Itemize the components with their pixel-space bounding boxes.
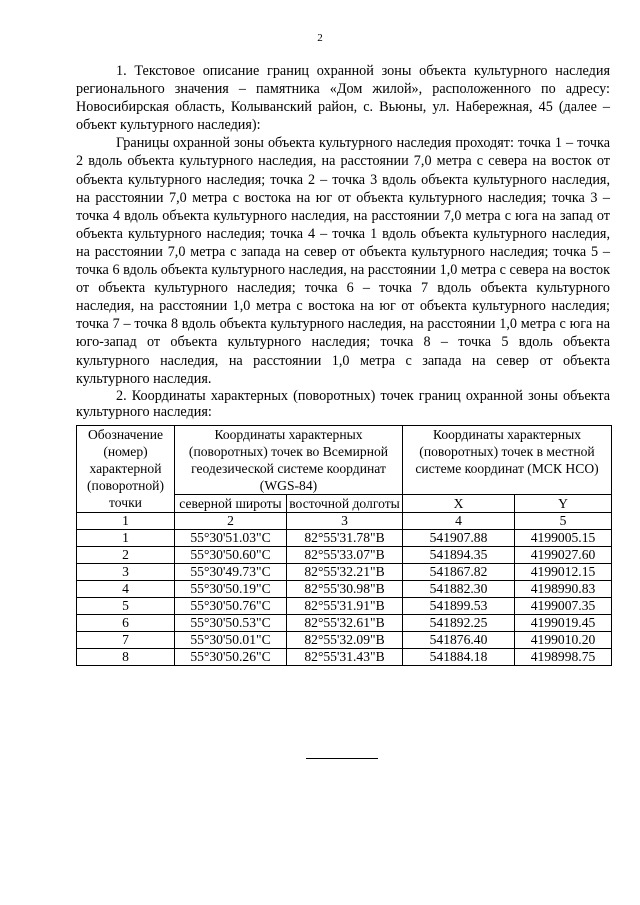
cell-longitude: 82°55'31.91"В bbox=[287, 598, 403, 615]
cell-longitude: 82°55'32.09"В bbox=[287, 632, 403, 649]
header-wgs84: Координаты характерных (поворотных) точек во Всемирной геодезической системе координат (WGS-84) bbox=[175, 426, 403, 495]
cell-x: 541899.53 bbox=[403, 598, 515, 615]
column-number: 2 bbox=[175, 513, 287, 530]
cell-latitude: 55°30'50.01"С bbox=[175, 632, 287, 649]
cell-y: 4199007.35 bbox=[515, 598, 612, 615]
table-row bbox=[77, 564, 612, 581]
cell-x: 541907.88 bbox=[403, 530, 515, 547]
cell-y: 4199005.15 bbox=[515, 530, 612, 547]
cell-point-number: 1 bbox=[77, 530, 175, 547]
paragraph-boundary-description: Границы охранной зоны объекта культурного наследия проходят: точка 1 – точка 2 вдоль объекта культурного наследия, на расстоянии 7,0 метра с севера на восток от объекта культурного наследия; точка 2 – точка 3 вдоль объекта культурного наследия, на расстоянии 7,0 метра с востока на юг от объекта культурного наследия; точка 3 – точка 4 вдоль объекта культурного наследия, на расстоянии 7,0 метра с юга на запад от объекта культурного наследия; точка 4 – точка 1 вдоль объекта культурного наследия, на расстоянии 7,0 метра с запада на север от объекта культурного наследия; точка 5 – точка 6 вдоль объекта культурного наследия, на расстоянии 1,0 метра с севера на восток от объекта культурного наследия; точка 6 – точка 7 вдоль объекта культурного наследия, на расстоянии 1,0 метра с востока на юг от объекта культурного наследия; точка 7 – точка 8 вдоль объекта культурного наследия, на расстоянии 1,0 метра с юга на юго-запад от объекта культурного наследия; точка 8 – точка 5 вдоль объекта культурного наследия, на расстоянии 1,0 метра с запада на север от объекта культурного наследия. bbox=[76, 135, 610, 387]
column-number: 4 bbox=[403, 513, 515, 530]
end-divider-line bbox=[306, 758, 378, 759]
cell-latitude: 55°30'51.03"С bbox=[175, 530, 287, 547]
cell-y: 4198998.75 bbox=[515, 649, 612, 666]
cell-x: 541876.40 bbox=[403, 632, 515, 649]
cell-y: 4198990.83 bbox=[515, 581, 612, 598]
column-number-row bbox=[77, 513, 612, 530]
header-designation: Обозначение (номер) характерной (поворотной) точки bbox=[77, 426, 175, 513]
cell-point-number: 3 bbox=[77, 564, 175, 581]
cell-longitude: 82°55'32.61"В bbox=[287, 615, 403, 632]
cell-latitude: 55°30'50.76"С bbox=[175, 598, 287, 615]
document-body bbox=[76, 62, 610, 420]
page-number: 2 bbox=[317, 32, 323, 44]
cell-longitude: 82°55'31.78"В bbox=[287, 530, 403, 547]
cell-point-number: 4 bbox=[77, 581, 175, 598]
column-number: 5 bbox=[515, 513, 612, 530]
table-row bbox=[77, 615, 612, 632]
cell-longitude: 82°55'33.07"В bbox=[287, 547, 403, 564]
subheader-longitude: восточной долготы bbox=[287, 495, 403, 513]
table-row bbox=[77, 649, 612, 666]
cell-point-number: 7 bbox=[77, 632, 175, 649]
cell-x: 541867.82 bbox=[403, 564, 515, 581]
table-row bbox=[77, 632, 612, 649]
table-row bbox=[77, 547, 612, 564]
cell-latitude: 55°30'50.60"С bbox=[175, 547, 287, 564]
column-number: 3 bbox=[287, 513, 403, 530]
cell-latitude: 55°30'50.53"С bbox=[175, 615, 287, 632]
cell-y: 4199019.45 bbox=[515, 615, 612, 632]
cell-point-number: 8 bbox=[77, 649, 175, 666]
cell-point-number: 6 bbox=[77, 615, 175, 632]
cell-x: 541882.30 bbox=[403, 581, 515, 598]
cell-longitude: 82°55'32.21"В bbox=[287, 564, 403, 581]
table-row bbox=[77, 598, 612, 615]
cell-longitude: 82°55'30.98"В bbox=[287, 581, 403, 598]
paragraph-coordinates-intro: 2. Координаты характерных (поворотных) точек границ охранной зоны объекта культурного наследия: bbox=[76, 387, 610, 420]
coordinates-table bbox=[76, 425, 612, 666]
cell-x: 541892.25 bbox=[403, 615, 515, 632]
cell-y: 4199010.20 bbox=[515, 632, 612, 649]
cell-point-number: 5 bbox=[77, 598, 175, 615]
cell-latitude: 55°30'50.19"С bbox=[175, 581, 287, 598]
table-header-row bbox=[77, 426, 612, 495]
cell-y: 4199027.60 bbox=[515, 547, 612, 564]
paragraph-description-intro: 1. Текстовое описание границ охранной зоны объекта культурного наследия регионального значения – памятника «Дом жилой», расположенного по адресу: Новосибирская область, Колыванский район, с. Вьюны, ул. Набережная, 45 (далее – объект культурного наследия): bbox=[76, 63, 610, 134]
cell-point-number: 2 bbox=[77, 547, 175, 564]
cell-x: 541894.35 bbox=[403, 547, 515, 564]
table-row bbox=[77, 530, 612, 547]
column-number: 1 bbox=[77, 513, 175, 530]
subheader-x: X bbox=[403, 495, 515, 513]
cell-latitude: 55°30'50.26"С bbox=[175, 649, 287, 666]
header-local-system: Координаты характерных (поворотных) точек в местной системе координат (МСК НСО) bbox=[403, 426, 612, 495]
cell-longitude: 82°55'31.43"В bbox=[287, 649, 403, 666]
subheader-latitude: северной широты bbox=[175, 495, 287, 513]
cell-latitude: 55°30'49.73"С bbox=[175, 564, 287, 581]
subheader-y: Y bbox=[515, 495, 612, 513]
cell-x: 541884.18 bbox=[403, 649, 515, 666]
table-row bbox=[77, 581, 612, 598]
cell-y: 4199012.15 bbox=[515, 564, 612, 581]
